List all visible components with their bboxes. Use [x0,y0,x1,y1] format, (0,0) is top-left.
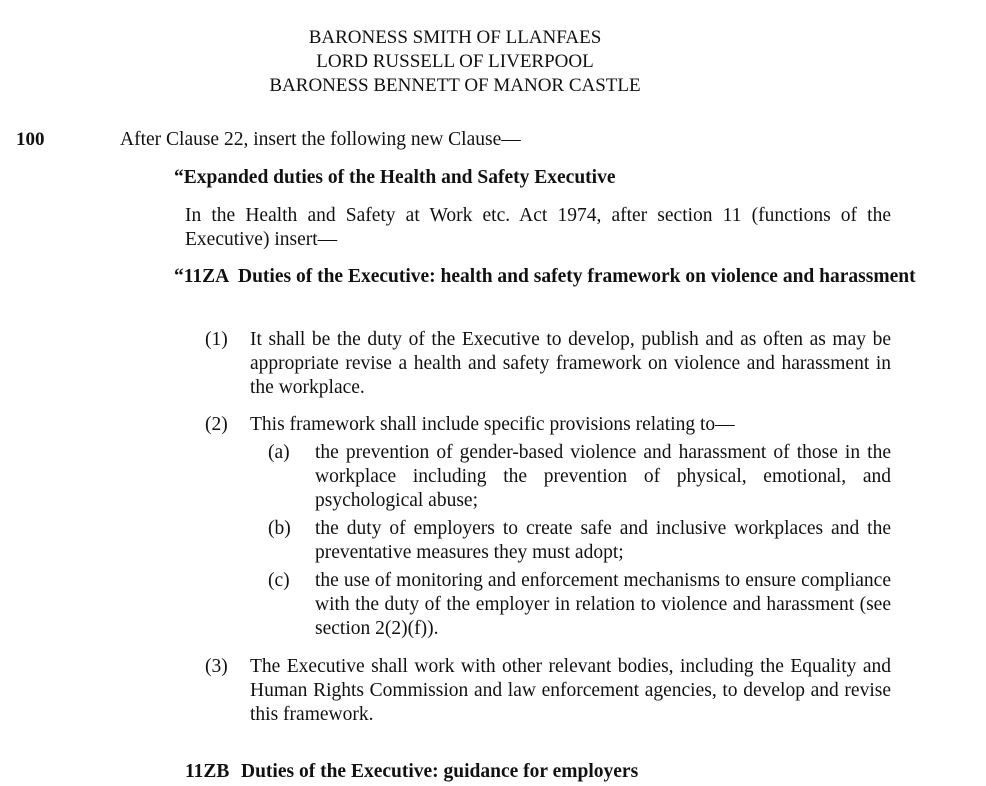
subsection-text: It shall be the duty of the Executive to develop, publish and as often as may be appropriate revise a health and safety framework on violence and harassment in the workplace. [250,329,891,398]
sponsor-name: LORD RUSSELL OF LIVERPOOL [316,51,594,72]
paragraph-text: the prevention of gender-based violence and harassment of those in the workplace including the prevention of physical, emotional, and psychological abuse; [315,442,891,511]
paragraph-text: the use of monitoring and enforcement mechanisms to ensure compliance with the duty of the employer in relation to violence and harassment (see section 2(2)(f)). [315,570,891,639]
paragraph-text: the duty of employers to create safe and inclusive workplaces and the preventative measures they must adopt; [315,518,891,563]
clause-intro: In the Health and Safety at Work etc. Act 1974, after section 11 (functions of the Executive) insert— [185,205,891,250]
section-number: “11ZA [174,266,230,287]
section-number: 11ZB [185,761,230,782]
sponsor-list [0,26,910,98]
section-11za-heading [174,265,950,289]
amendment-number: 100 [16,129,45,150]
amendment-instruction: After Clause 22, insert the following new Clause— [120,129,521,150]
section-title: Duties of the Executive: guidance for employers [241,761,639,782]
subsection-number: (3) [205,656,228,677]
paragraph-number: (b) [268,518,291,539]
subsection-number: (2) [205,414,228,435]
paragraph-number: (c) [268,570,290,591]
section-title: Duties of the Executive: health and safety framework on violence and harassment [238,266,916,287]
paragraph-number: (a) [268,442,290,463]
subsection-text: The Executive shall work with other relevant bodies, including the Equality and Human Rights Commission and law enforcement agencies, to develop and revise this framework. [250,656,891,725]
sponsor-name: BARONESS BENNETT OF MANOR CASTLE [269,75,641,96]
sponsor-name: BARONESS SMITH OF LLANFAES [308,27,602,48]
section-11zb-heading [185,760,638,784]
new-clause-title: “Expanded duties of the Health and Safety Executive [174,167,616,188]
subsection-text: This framework shall include specific provisions relating to— [250,414,735,435]
subsection-number: (1) [205,329,228,350]
